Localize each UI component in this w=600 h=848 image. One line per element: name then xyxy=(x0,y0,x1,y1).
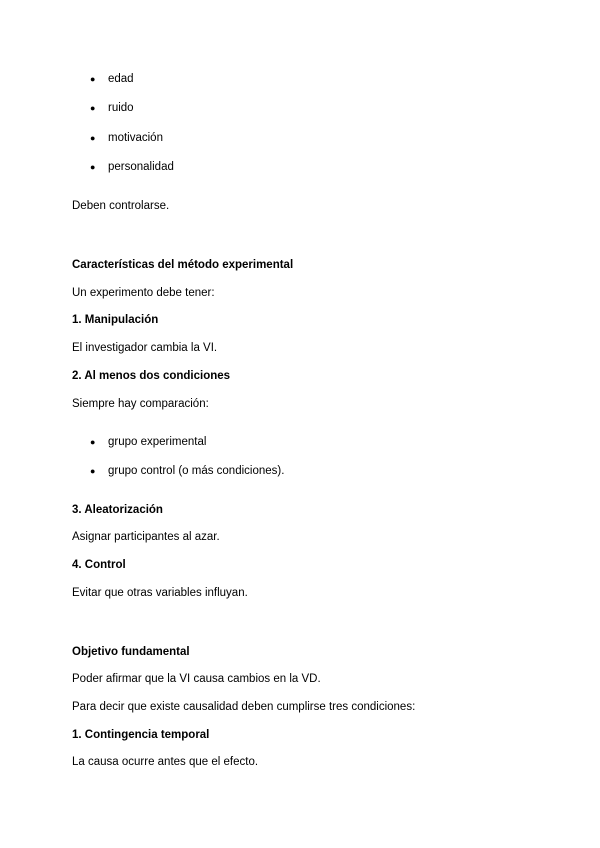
list-item: personalidad xyxy=(108,161,174,173)
list-item: ruido xyxy=(108,102,134,114)
bullet-marker: ● xyxy=(90,133,96,143)
bullet-marker: ● xyxy=(90,103,96,113)
bullet-marker: ● xyxy=(90,162,96,172)
paragraph: Poder afirmar que la VI causa cambios en la VD. xyxy=(72,673,321,685)
paragraph: La causa ocurre antes que el efecto. xyxy=(72,756,259,768)
subheading: 1. Manipulación xyxy=(72,314,159,326)
bullet-marker: ● xyxy=(90,466,96,476)
paragraph: Asignar participantes al azar. xyxy=(72,531,220,543)
section-heading: Características del método experimental xyxy=(72,259,294,271)
paragraph: Deben controlarse. xyxy=(72,200,170,212)
bullet-marker: ● xyxy=(90,74,96,84)
subheading: 4. Control xyxy=(72,559,126,571)
bullet-marker: ● xyxy=(90,437,96,447)
section-heading: Objetivo fundamental xyxy=(72,646,190,658)
list-item: edad xyxy=(108,73,134,85)
paragraph: Para decir que existe causalidad deben cumplirse tres condiciones: xyxy=(72,701,416,713)
paragraph: Un experimento debe tener: xyxy=(72,287,215,299)
paragraph: Evitar que otras variables influyan. xyxy=(72,587,248,599)
subheading: 1. Contingencia temporal xyxy=(72,729,210,741)
list-item: motivación xyxy=(108,132,163,144)
list-item: grupo experimental xyxy=(108,436,207,448)
subheading: 2. Al menos dos condiciones xyxy=(72,370,231,382)
paragraph: El investigador cambia la VI. xyxy=(72,342,218,354)
subheading: 3. Aleatorización xyxy=(72,504,163,516)
paragraph: Siempre hay comparación: xyxy=(72,398,209,410)
list-item: grupo control (o más condiciones). xyxy=(108,465,285,477)
